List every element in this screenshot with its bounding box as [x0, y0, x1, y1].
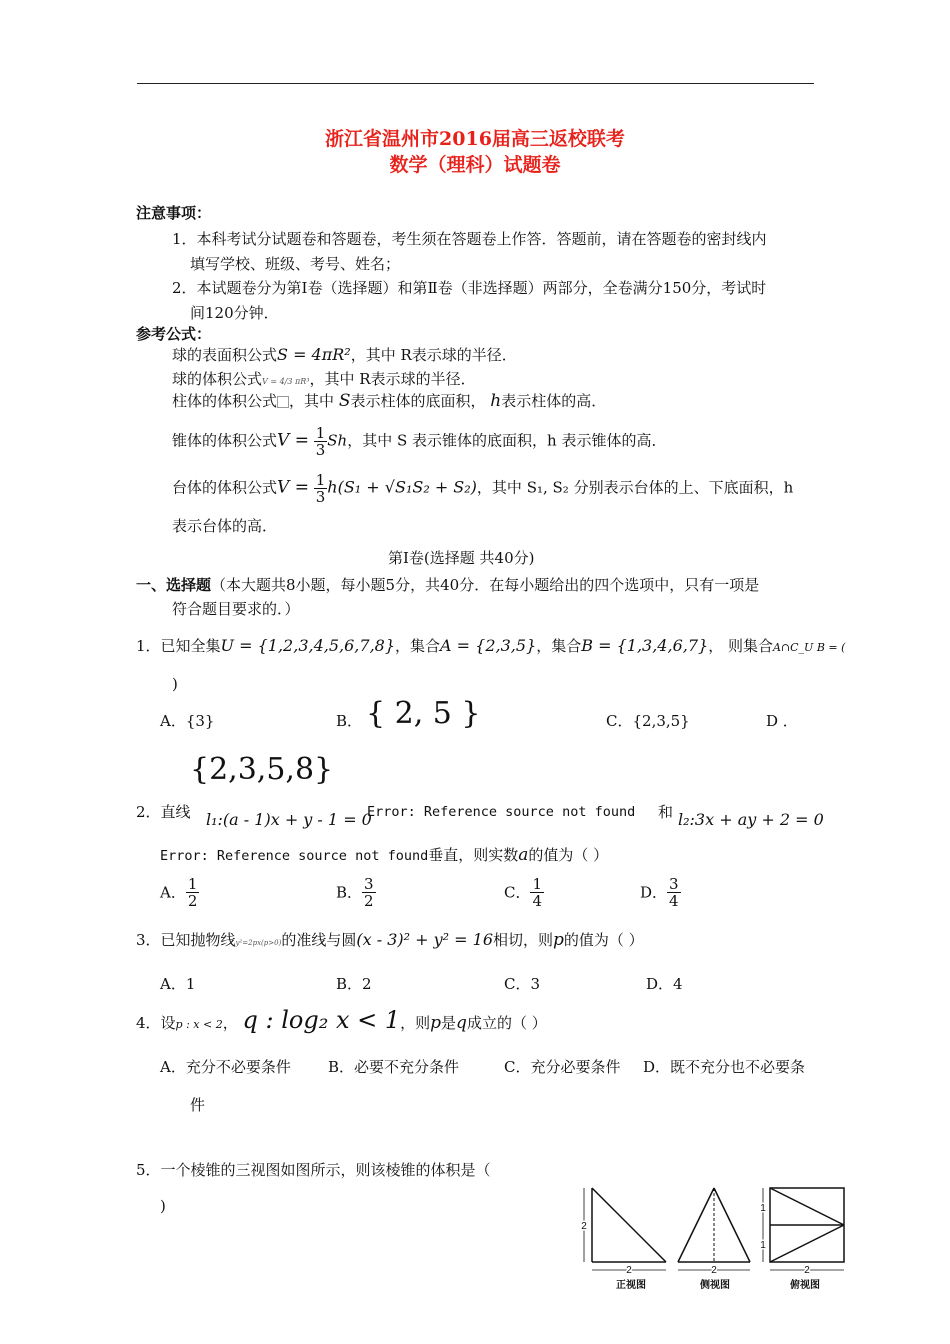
question-4-option-b: B．必要不充分条件	[328, 1058, 460, 1076]
question-2-option-b: B． $\frac{3}{2}$	[336, 875, 374, 910]
formula-sphere-volume: 球的体积公式V = 4/3 πR³，其中 R表示球的半径．	[172, 370, 476, 388]
section-description: 一、选择题（本大题共8小题，每小题5分，共40分．在每小题给出的四个选项中，只有一项是	[136, 576, 760, 594]
question-2-option-c: C． $\frac{1}{4}$	[504, 875, 543, 910]
question-2-label: 2．直线	[136, 803, 191, 821]
formula-frustum-cont: 表示台体的高．	[172, 517, 278, 535]
question-1-option-a: A．{3}	[160, 712, 215, 730]
question-3-option-c: C．3	[504, 975, 541, 993]
question-2-stem-cont: Error: Reference source not found垂直，则实数a的值为（ ）	[160, 845, 609, 865]
formulas-heading: 参考公式：	[136, 325, 212, 343]
three-views-figure	[578, 1180, 854, 1296]
question-1-close: )	[172, 675, 178, 693]
side-view-shape	[678, 1188, 750, 1262]
question-4-option-d: D．既不充分也不必要条	[643, 1058, 806, 1076]
broken-image-icon	[277, 396, 289, 408]
question-4-option-d-cont: 件	[190, 1096, 206, 1114]
section-description-cont: 符合题目要求的．）	[172, 600, 300, 618]
question-5-close: )	[160, 1197, 166, 1215]
front-view-shape	[592, 1188, 666, 1262]
formula-prism: 柱体的体积公式 ，其中 S表示柱体的底面积， h表示柱体的高．	[172, 391, 607, 411]
question-2-and: 和	[658, 803, 674, 821]
question-3-option-b: B．2	[336, 975, 372, 993]
notice-item-2-cont: 间120分钟．	[190, 304, 279, 322]
top-view-upper-label: 1	[760, 1203, 766, 1214]
question-2-option-d: D． $\frac{3}{4}$	[640, 875, 679, 910]
question-4-option-c: C．充分必要条件	[504, 1058, 621, 1076]
question-1-option-d: {2,3,5,8}	[190, 752, 334, 787]
question-4-stem: 4．设p : x < 2， q : log₂ x < 1，则p是q成立的（ ）	[136, 1006, 547, 1034]
front-view-height-label: 2	[581, 1221, 587, 1232]
formula-frustum: 台体的体积公式V = $\frac{1}{3}$ h(S₁ + √S₁S₂ + S₂)，其中 S₁, S₂ 分别表示台体的上、下底面积，h	[172, 471, 794, 506]
formula-sphere-area: 球的表面积公式S = 4πR²，其中 R表示球的半径．	[172, 345, 517, 364]
top-view-shape	[770, 1188, 844, 1262]
notice-item-2: 2．本试题卷分为第Ⅰ卷（选择题）和第Ⅱ卷（非选择题）两部分，全卷满分150分，考试时	[172, 279, 767, 297]
top-view-width-label: 2	[804, 1265, 810, 1276]
question-2-line-1: l₁:(a - 1)x + y - 1 = 0	[206, 810, 372, 829]
question-1-option-b: { 2, 5 }	[366, 696, 481, 731]
question-2-line-2: l₂:3x + ay + 2 = 0	[678, 810, 824, 829]
question-3-stem: 3．已知抛物线y²=2px(p>0)的准线与圆(x - 3)² + y² = 16相切，则p的值为（ ）	[136, 930, 644, 950]
top-rule	[137, 83, 814, 84]
formula-cone: 锥体的体积公式V = $\frac{1}{3}$ Sh，其中 S 表示锥体的底面积，h 表示锥体的高．	[172, 424, 667, 459]
front-view-caption: 正视图	[616, 1280, 646, 1291]
side-view-caption: 侧视图	[700, 1280, 730, 1291]
question-2-error-1: Error: Reference source not found	[367, 804, 636, 820]
question-1-option-b-label: B．	[336, 712, 363, 730]
question-1-option-c: C．{2,3,5}	[606, 712, 690, 730]
notice-item-1: 1．本科考试分试题卷和答题卷，考生须在答题卷上作答．答题前，请在答题卷的密封线内	[172, 230, 767, 248]
top-view-lower-label: 1	[760, 1240, 766, 1251]
question-5-stem: 5．一个棱锥的三视图如图所示，则该棱锥的体积是（	[136, 1161, 491, 1179]
question-3-option-a: A．1	[160, 975, 196, 993]
notice-item-1-cont: 填写学校、班级、考号、姓名；	[190, 255, 401, 273]
front-view-width-label: 2	[626, 1265, 632, 1276]
page-title: 浙江省温州市2016届高三返校联考	[325, 128, 625, 150]
question-3-option-d: D．4	[646, 975, 683, 993]
question-1-option-d-label: D ．	[766, 712, 798, 730]
page-subtitle: 数学（理科）试题卷	[389, 154, 561, 176]
question-1-stem: 1．已知全集U = {1,2,3,4,5,6,7,8}，集合A = {2,3,5}，集合B = {1,3,4,6,7}， 则集合A∩C_U B = (	[136, 636, 846, 655]
question-4-option-a: A．充分不必要条件	[160, 1058, 291, 1076]
question-2-option-a: A． $\frac{1}{2}$	[160, 875, 198, 910]
top-view-caption: 俯视图	[790, 1280, 820, 1291]
notice-heading: 注意事项：	[136, 204, 212, 222]
section-title: 第Ⅰ卷(选择题 共40分)	[388, 549, 535, 567]
side-view-width-label: 2	[711, 1265, 717, 1276]
